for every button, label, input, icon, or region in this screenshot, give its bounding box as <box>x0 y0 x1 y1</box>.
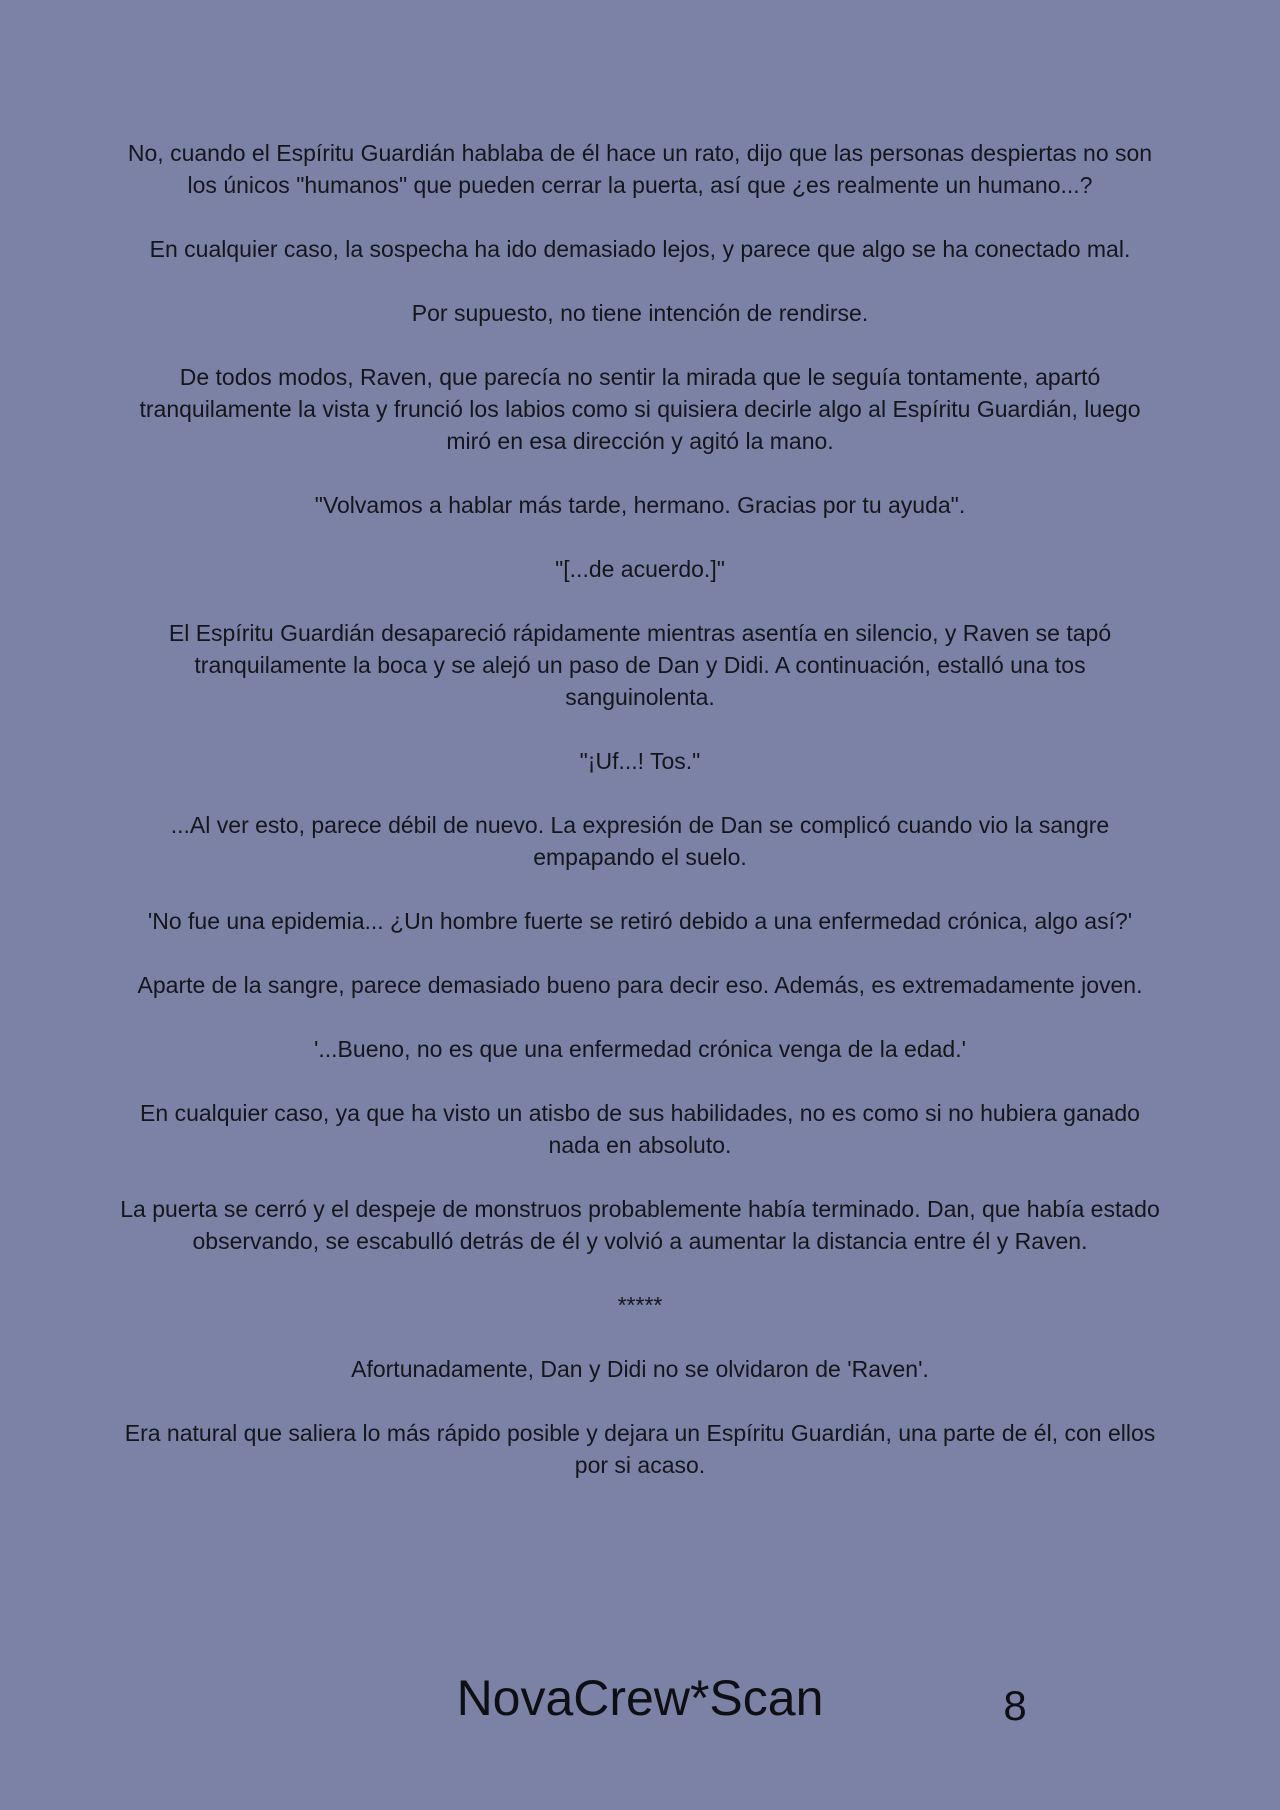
paragraph-5: "Volvamos a hablar más tarde, hermano. Gracias por tu ayuda". <box>314 492 966 518</box>
paragraph-4: De todos modos, Raven, que parecía no sentir la mirada que le seguía tontamente, apartó tranquilamente la vista y frunció los labios como si quisiera decirle algo al Espíritu Guardián, luego miró en esa dirección y agitó la mano. <box>139 364 1141 454</box>
paragraph-2: En cualquier caso, la sospecha ha ido demasiado lejos, y parece que algo se ha conectado mal. <box>149 236 1131 262</box>
paragraph-7: El Espíritu Guardián desapareció rápidamente mientras asentía en silencio, y Raven se tapó tranquilamente la boca y se alejó un paso de Dan y Didi. A continuación, estalló una tos sanguinolenta. <box>168 620 1112 710</box>
paragraph-11: Aparte de la sangre, parece demasiado bueno para decir eso. Además, es extremadamente joven. <box>137 972 1143 998</box>
body-text <box>120 137 1160 1513</box>
paragraph-10: 'No fue una epidemia... ¿Un hombre fuerte se retiró debido a una enfermedad crónica, algo así?' <box>147 908 1133 934</box>
paragraph-16: Afortunadamente, Dan y Didi no se olvidaron de 'Raven'. <box>351 1356 929 1382</box>
footer-brand: NovaCrew*Scan <box>456 1670 824 1726</box>
section-separator: ***** <box>617 1292 663 1318</box>
paragraph-8: "¡Uf...! Tos." <box>579 748 701 774</box>
page-number: 8 <box>1003 1682 1027 1729</box>
paragraph-17: Era natural que saliera lo más rápido posible y dejara un Espíritu Guardián, una parte de él, con ellos por si acaso. <box>124 1420 1156 1478</box>
paragraph-6: "[...de acuerdo.]" <box>555 556 725 582</box>
paragraph-3: Por supuesto, no tiene intención de rendirse. <box>411 300 869 326</box>
paragraph-1: No, cuando el Espíritu Guardián hablaba de él hace un rato, dijo que las personas despiertas no son los únicos "humanos" que pueden cerrar la puerta, así que ¿es realmente un humano...? <box>127 140 1153 198</box>
paragraph-13: En cualquier caso, ya que ha visto un atisbo de sus habilidades, no es como si no hubiera ganado nada en absoluto. <box>140 1100 1140 1158</box>
paragraph-12: '...Bueno, no es que una enfermedad crónica venga de la edad.' <box>314 1036 966 1062</box>
paragraph-14: La puerta se cerró y el despeje de monstruos probablemente había terminado. Dan, que había estado observando, se escabulló detrás de él y volvió a aumentar la distancia entre él y Raven. <box>120 1196 1160 1254</box>
paragraph-9: ...Al ver esto, parece débil de nuevo. La expresión de Dan se complicó cuando vio la sangre empapando el suelo. <box>170 812 1110 870</box>
